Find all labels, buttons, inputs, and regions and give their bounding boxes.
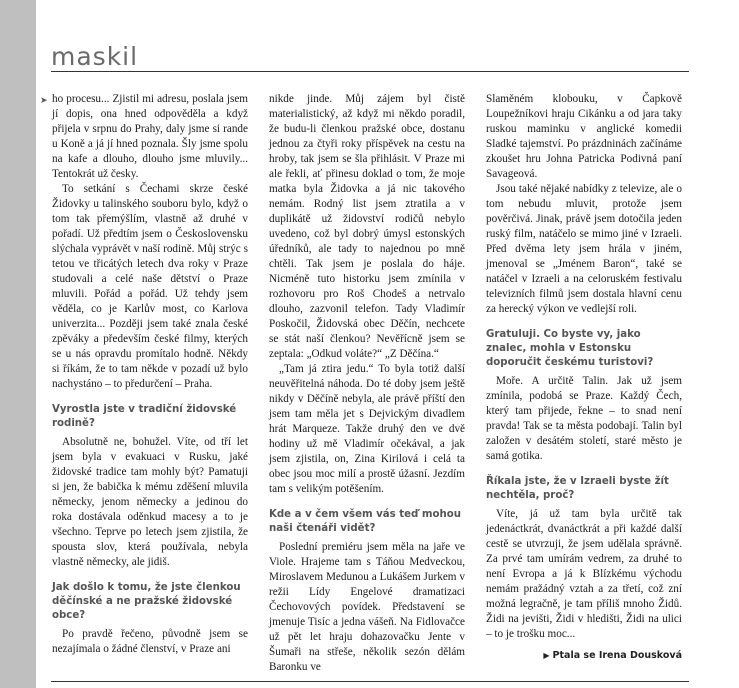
byline-arrow-icon: ▶ — [543, 651, 550, 660]
column-1 — [52, 92, 248, 657]
paragraph: Poslední premiéru jsem měla na jaře ve Viole. Hrajeme tam s Táňou Medveckou, Miroslavem Medunou a Lukášem Jurkem v režii Lídy Engelové dramatizaci Čechovových povídek. Představení se jmenuje Tisíc a jedna vášeň. Na Fidlovačce už pět let hraju dohazovačku Jente v Šumaři na střeše, několik sezón dělám Baronku ve — [269, 541, 465, 673]
paragraph: Po pravdě řečeno, původně jsem se nezajímala o žádné členství, v Praze ani — [52, 628, 248, 655]
paragraph: nikde jinde. Můj zájem byl čistě materialistický, až když mi někdo poradil, že budu-li členkou pražské obce, dostanu jednou za čtyři roky příspěvek na cestu na hroby, tak jsem se šla přihlásit. V Praze mi ale řekli, ať přinesu doklad o tom, že moje matka byla Židovka a já nic takového nemám. Rodný list jsem ztratila a v duplikátě už židovství rodičů nebylo uvedeno, což byl dobrý úmysl estonských úředníků, ale tady to najednou po mně chtěli. Tak jsem je poslala do háje. Nicméně tuto historku jsem zmínila v rozhovoru pro Roš Chodeš a netrvalo dlouho, zazvonil telefon. Tady Vladimír Poskočil, Židovská obec Děčín, nechcete se stát naší členkou? Nevěřícně jsem se zeptala: „Odkud voláte?“ „Z Děčína.“ — [269, 93, 465, 360]
paragraph: Moře. A určitě Talin. Jak už jsem zmínila, podobá se Praze. Každý Čech, který tam přijede, řekne – to snad není pravda! Tak se ta města podobají. Talin byl založen v desátém století, staré město je samá gotika. — [486, 375, 682, 462]
interview-question: Říkala jste, že v Izraeli byste žít nechtěla, proč? — [486, 476, 669, 501]
byline-text: Ptala se Irena Dousková — [552, 650, 682, 661]
interview-question: Kde a v čem všem vás teď mohou naši čtenáři vidět? — [269, 509, 462, 534]
left-margin-bar — [0, 0, 36, 688]
paragraph: ho procesu... Zjistil mi adresu, poslala jsem jí dopis, ona hned odpověděla a když přijela v srpnu do Prahy, daly jsme si rande u Koně a já jí hned poznala. Šly jsme spolu na kafe a dlouho, dlouho jsme mluvily... Tentokrát už česky. — [52, 93, 248, 180]
paragraph: Víte, já už tam byla určitě tak jedenáctkrát, dvanáctkrát a při každé další cestě se utvrzuji, že jsem udělala správně. Za prvé tam umírám vedrem, za druhé to není Evropa a já k Blízkému východu nemám pražádný vztah a za třetí, což zní možná legračně, je tam příliš mnoho Židů. Židi na jevišti, Židi v hledišti, Židi na ulici – to je trošku moc... — [486, 508, 682, 640]
paragraph: To setkání s Čechami skrze české Židovky u talinského souboru bylo, když o tom tak přemýšlím, vlastně až druhé v pořadí. Už předtím jsem o Československu slýchala vyprávět v naší rodině. Můj strýc s tetou ve třicátých letech dva roky v Praze studovali a celé naše dětství o Praze mluvili. Pořád a pořád. Už tehdy jsem věděla, co je Karlův most, co Karlova univerzita... Později jsem také znala české zpěváky a především české filmy, kterých se u nás opravdu promítalo hodně. Někdy si říkám, že to tam někde v pozadí už bylo nachystáno – to předurčení – Praha. — [52, 183, 248, 390]
column-2 — [269, 92, 465, 675]
byline — [486, 648, 682, 663]
footer-rule — [51, 681, 689, 682]
interview-question: Vyrostla jste v tradiční židovské rodině? — [52, 404, 237, 429]
column-3 — [486, 92, 682, 663]
interview-question: Gratuluji. Co byste vy, jako znalec, mohla v Estonsku doporučit českému turistovi? — [486, 329, 654, 368]
paragraph: Slaměném klobouku, v Čapkově Loupežníkovi hraju Cikánku a od jara taky ruskou maminku v anglické komedii Sladké tajemství. Po prázdninách začínáme zkoušet hru Johna Patricka Podivná paní Savageová. — [486, 93, 682, 180]
paragraph: Jsou také nějaké nabídky z televize, ale o tom nebudu mluvit, protože jsem pověrčivá. Jinak, právě jsem dotočila jeden ruský film, natáčelo se mimo jiné v Izraeli. Před dvěma lety jsem hrála v jiném, jmenoval se „Jménem Baron“, také se natáčel v Izraeli a na celoruském festivalu televizních filmů jsem dostala hlavní cenu za herecký výkon ve vedlejší roli. — [486, 183, 682, 315]
paragraph: „Tam já ztira jedu.“ To byla totiž další neuvěřitelná náhoda. Do té doby jsem ještě nikdy v Děčíně nebyla, ale právě příští den jsem tam měla jet s Dejvickým divadlem hrát Marqueze. Takže druhý den ve dvě hodiny už mě Vladimír očekával, a jak jsem zjistila, on, Zina Kirilová i celá ta obec jsou moc milí a prostě úžasní. Jezdím tam s velikým potěšením. — [269, 363, 465, 495]
interview-question: Jak došlo k tomu, že jste členkou děčínské a ne pražské židovské obce? — [52, 582, 241, 621]
paragraph: Absolutně ne, bohužel. Víte, od tří let jsem byla v evakuaci v Rusku, jaké židovské tradice tam mohly být? Pamatuji si jen, že babička k mému zděšení mluvila německy, jenom německy a jedinou do roka dostávala oděnkud macesy a to je všechno. Teprve po letech jsem zjistila, že spousta slov, která používala, nebyla vlastně německy, ale jidiš. — [52, 436, 248, 568]
section-title: maskil — [51, 42, 139, 71]
continuation-arrow-icon: ➤ — [40, 96, 48, 106]
header-rule — [51, 71, 689, 72]
